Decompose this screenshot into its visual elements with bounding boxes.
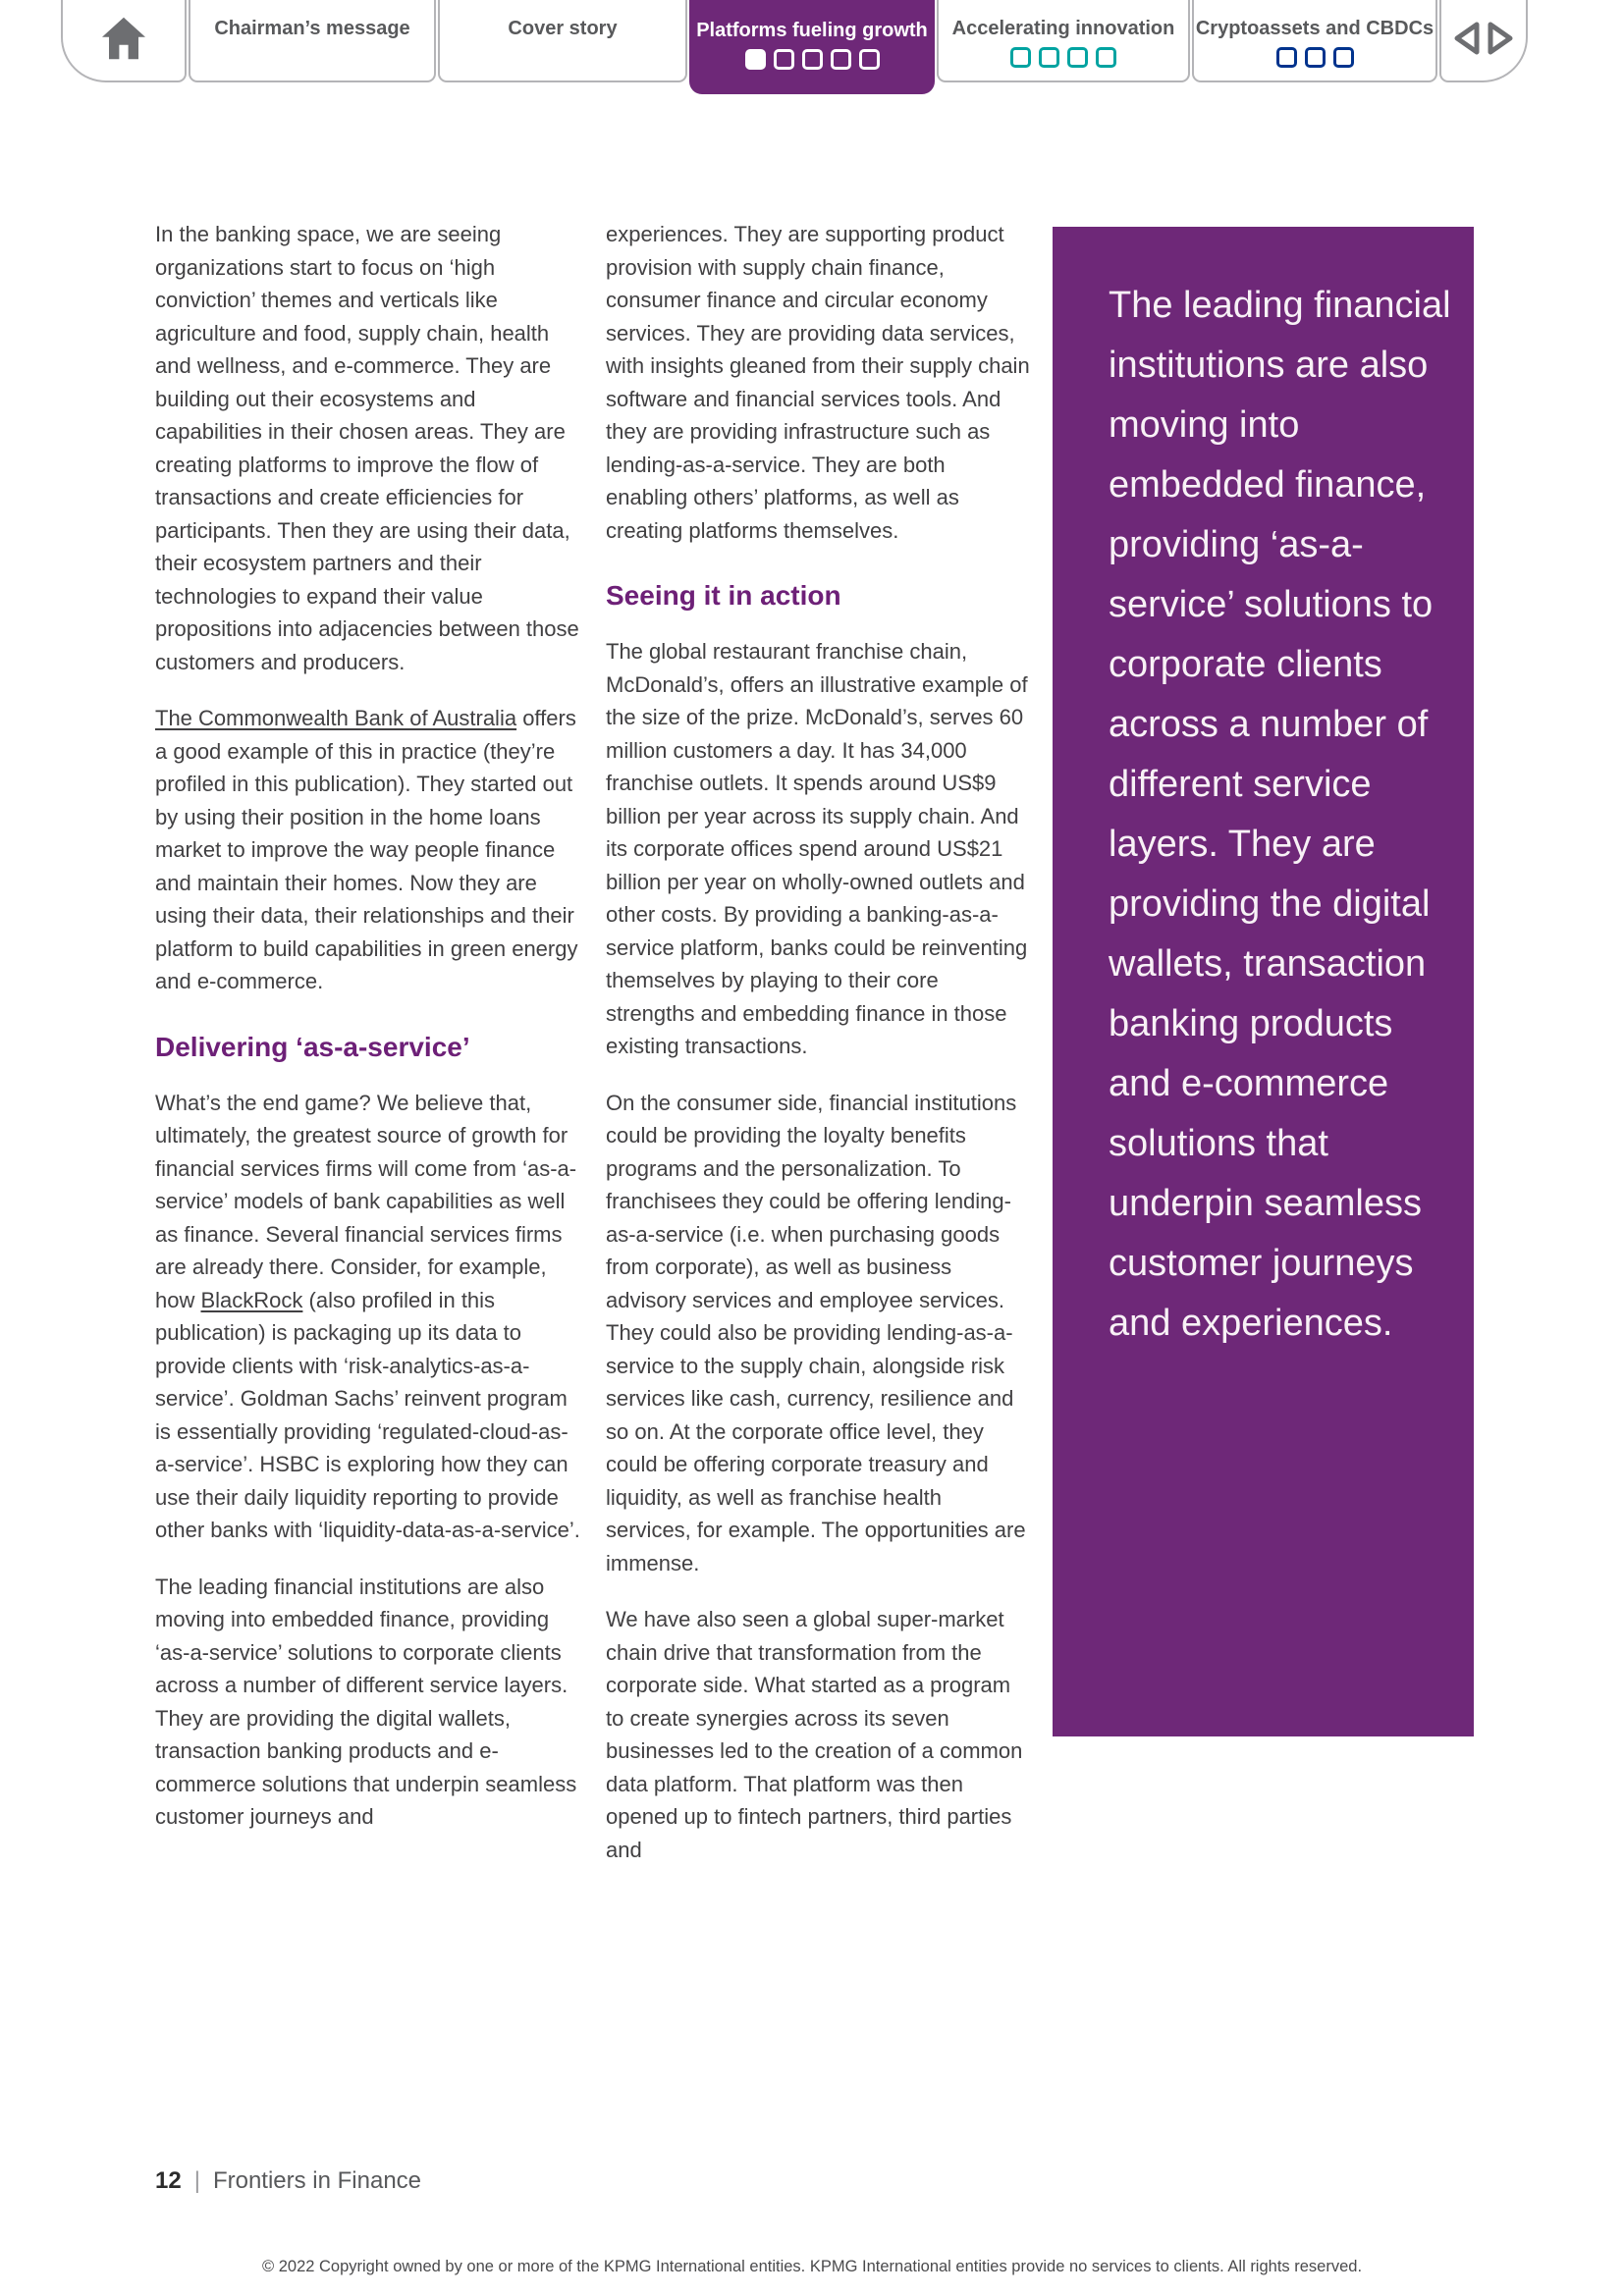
tab-label: Platforms fueling growth xyxy=(696,20,928,41)
page-indicator-square xyxy=(831,49,851,70)
tab-label: Accelerating innovation xyxy=(951,18,1175,39)
page-indicator-square-filled xyxy=(745,49,766,70)
tab-chairmans-message[interactable] xyxy=(189,0,436,82)
tab-cryptoassets-and-cbdcs[interactable] xyxy=(1192,0,1437,82)
tab-cover-story[interactable] xyxy=(438,0,687,82)
paragraph: We have also seen a global super-market chain drive that transformation from the corporate side. What started as a program to create synergies across its seven businesses led to the creation of a common data platform. That platform was then opened up to fintech partners, third parties and xyxy=(606,1607,1023,1862)
page-indicator-square xyxy=(1096,47,1116,68)
page-indicator-row xyxy=(1010,47,1116,68)
triangle-left-icon[interactable] xyxy=(1449,19,1483,63)
paragraph-text: What’s the end game? We believe that, ultimately, the greatest source of growth for financial services firms will come from ‘as-a-service’ models of bank capabilities as well as finance. Several financial services firms are already there. Consider, for example, how xyxy=(155,1090,577,1312)
page-indicator-square xyxy=(1039,47,1059,68)
footer-separator: | xyxy=(193,2167,200,2194)
page-indicator-square xyxy=(1305,47,1326,68)
paragraph: The leading financial institutions are also moving into embedded finance, providing ‘as-a-service’ solutions to corporate clients across a number of different service layers. They are providing the digital wallets, transaction banking products and e-commerce solutions that underpin seamless customer journeys and xyxy=(155,1574,577,1829)
paragraph-text: (also profiled in this publication) is packaging up its data to provide clients with ‘risk-analytics-as-a-service’. Goldman Sachs’ reinvent program is essentially providing ‘regulated-cloud-as-a-service’. HSBC is exploring how they can use their daily liquidity reporting to provide other banks with ‘liquidity-data-as-a-service’. xyxy=(155,1287,580,1542)
home-icon xyxy=(100,15,147,67)
paragraph xyxy=(155,702,581,998)
page-number: 12 xyxy=(155,2167,182,2194)
page-indicator-square xyxy=(774,49,794,70)
pull-quote-text: The leading financial institutions are also moving into embedded finance, providing ‘as-a-service’ solutions to corporate clients across a number of different service layers. They are providing the digital wallets, transaction banking products and e-commerce solutions that underpin seamless customer journeys and experiences. xyxy=(1109,285,1451,1344)
page-indicator-row xyxy=(745,49,880,70)
page-indicator-square xyxy=(802,49,823,70)
page-footer xyxy=(155,2167,421,2195)
tab-label: Chairman’s message xyxy=(214,18,410,39)
link-blackrock[interactable]: BlackRock xyxy=(200,1287,303,1312)
text-column-right xyxy=(606,218,1032,1890)
paragraph-text: offers a good example of this in practice (they’re profiled in this publication). They started out by using their position in the home loans market to improve the way people finance and maintain their homes. Now they are using their data, their relationships and their platform to build capabilities in green energy and e-commerce. xyxy=(155,706,578,993)
paragraph: On the consumer side, financial institutions could be providing the loyalty benefits programs and the personalization. To franchisees they could be offering lending-as-a-service (i.e. when purchasing goods from corporate), as well as business advisory services and employee services. They could also be providing lending-as-a-service to the supply chain, alongside risk services like cash, currency, resilience and so on. At the corporate office level, they could be offering corporate treasury and liquidity, as well as franchise health services, for example. The opportunities are immense. xyxy=(606,1090,1026,1575)
section-heading-delivering-as-a-service: Delivering ‘as-a-service’ xyxy=(155,1031,470,1062)
link-commonwealth-bank-of-australia[interactable]: The Commonwealth Bank of Australia xyxy=(155,706,517,730)
page-indicator-square xyxy=(859,49,880,70)
paragraph: The global restaurant franchise chain, McDonald’s, offers an illustrative example of the size of the prize. McDonald’s, serves 60 million customers a day. It has 34,000 franchise outlets. It spends around US$9 billion per year across its supply chain. And its corporate offices spend around US$21 billion per year on wholly-owned outlets and other costs. By providing a banking-as-a-service platform, banks could be reinventing themselves by playing to their core strengths and embedding finance in those existing transactions. xyxy=(606,639,1028,1058)
tab-label: Cover story xyxy=(508,18,618,39)
pull-quote-panel xyxy=(1053,227,1474,1736)
home-tab[interactable] xyxy=(61,0,187,82)
copyright-notice: © 2022 Copyright owned by one or more of the KPMG International entities. KPMG International entities provide no services to clients. All rights reserved. xyxy=(261,2258,1363,2275)
publication-title: Frontiers in Finance xyxy=(212,2167,422,2194)
triangle-right-icon[interactable] xyxy=(1485,19,1518,63)
section-pager xyxy=(1439,0,1528,82)
page-indicator-square xyxy=(1333,47,1354,68)
paragraph xyxy=(155,1087,581,1547)
page-indicator-square xyxy=(1010,47,1031,68)
text-column-left xyxy=(155,218,581,1857)
tab-label: Cryptoassets and CBDCs xyxy=(1195,18,1435,39)
tab-accelerating-innovation[interactable] xyxy=(937,0,1190,82)
tab-platforms-fueling-growth[interactable] xyxy=(689,0,935,94)
paragraph: In the banking space, we are seeing organizations start to focus on ‘high conviction’ themes and verticals like agriculture and food, supply chain, health and wellness, and e-commerce. They are building out their ecosystems and capabilities in their chosen areas. They are creating platforms to improve the flow of transactions and create efficiencies for participants. Then they are using their data, their ecosystem partners and their technologies to expand their value propositions into adjacencies between those customers and producers. xyxy=(155,222,579,674)
page-indicator-square xyxy=(1067,47,1088,68)
paragraph: experiences. They are supporting product provision with supply chain finance, consumer finance and circular economy services. They are providing data services, with insights gleaned from their supply chain software and financial services tools. And they are providing infrastructure such as lending-as-a-service. They are both enabling others’ platforms, as well as creating platforms themselves. xyxy=(606,222,1030,543)
page-indicator-row xyxy=(1276,47,1354,68)
page-indicator-square xyxy=(1276,47,1297,68)
section-heading-seeing-it-in-action: Seeing it in action xyxy=(606,580,841,611)
top-navigation xyxy=(61,0,1530,94)
